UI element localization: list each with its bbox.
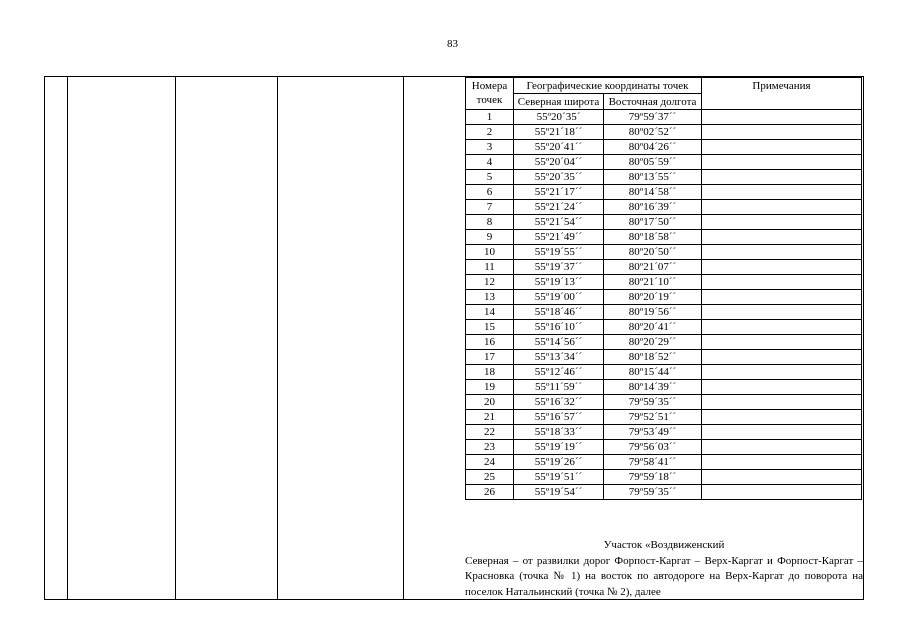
latitude-cell: 55º16´57´´: [514, 410, 604, 425]
longitude-cell: 80º17´50´´: [604, 215, 702, 230]
notes-cell: [702, 380, 862, 395]
table-row: [466, 365, 862, 380]
header-notes: Примечания: [702, 78, 862, 110]
section-description: [465, 538, 863, 600]
latitude-cell: 55º19´51´´: [514, 470, 604, 485]
notes-cell: [702, 200, 862, 215]
point-number-cell: 8: [466, 215, 514, 230]
latitude-cell: 55º20´41´´: [514, 140, 604, 155]
page-number: 83: [447, 38, 458, 50]
notes-cell: [702, 485, 862, 500]
table-row: [466, 470, 862, 485]
latitude-cell: 55º18´33´´: [514, 425, 604, 440]
point-number-cell: 4: [466, 155, 514, 170]
latitude-cell: 55º14´56´´: [514, 335, 604, 350]
point-number-cell: 6: [466, 185, 514, 200]
longitude-cell: 80º20´41´´: [604, 320, 702, 335]
point-number-cell: 23: [466, 440, 514, 455]
point-number-cell: 21: [466, 410, 514, 425]
table-row: [466, 485, 862, 500]
notes-cell: [702, 350, 862, 365]
table-row: [466, 140, 862, 155]
notes-cell: [702, 290, 862, 305]
latitude-cell: 55º16´10´´: [514, 320, 604, 335]
coordinates-table: [465, 77, 862, 500]
point-number-cell: 2: [466, 125, 514, 140]
latitude-cell: 55º19´00´´: [514, 290, 604, 305]
latitude-cell: 55º12´46´´: [514, 365, 604, 380]
latitude-cell: 55º21´17´´: [514, 185, 604, 200]
longitude-cell: 79º53´49´´: [604, 425, 702, 440]
coordinates-section: [465, 77, 863, 599]
longitude-cell: 79º59´37´´: [604, 110, 702, 125]
table-row: [466, 425, 862, 440]
table-row: [466, 110, 862, 125]
longitude-cell: 79º59´35´´: [604, 395, 702, 410]
latitude-cell: 55º19´37´´: [514, 260, 604, 275]
notes-cell: [702, 305, 862, 320]
longitude-cell: 80º20´50´´: [604, 245, 702, 260]
table-row: [466, 395, 862, 410]
point-number-cell: 1: [466, 110, 514, 125]
point-number-cell: 17: [466, 350, 514, 365]
latitude-cell: 55º21´24´´: [514, 200, 604, 215]
table-row: [466, 170, 862, 185]
notes-cell: [702, 245, 862, 260]
notes-cell: [702, 455, 862, 470]
point-number-cell: 12: [466, 275, 514, 290]
latitude-cell: 55º19´55´´: [514, 245, 604, 260]
notes-cell: [702, 260, 862, 275]
table-row: [466, 350, 862, 365]
notes-cell: [702, 320, 862, 335]
longitude-cell: 80º16´39´´: [604, 200, 702, 215]
table-row: [466, 410, 862, 425]
header-point-numbers: Номера точек: [466, 78, 514, 110]
longitude-cell: 80º04´26´´: [604, 140, 702, 155]
point-number-cell: 9: [466, 230, 514, 245]
point-number-cell: 7: [466, 200, 514, 215]
table-row: [466, 440, 862, 455]
point-number-cell: 20: [466, 395, 514, 410]
point-number-cell: 16: [466, 335, 514, 350]
latitude-cell: 55º21´49´´: [514, 230, 604, 245]
point-number-cell: 19: [466, 380, 514, 395]
header-coordinates: Географические координаты точек: [514, 78, 702, 94]
table-row: [466, 155, 862, 170]
latitude-cell: 55º19´26´´: [514, 455, 604, 470]
table-row: [466, 245, 862, 260]
latitude-cell: 55º19´13´´: [514, 275, 604, 290]
notes-cell: [702, 410, 862, 425]
longitude-cell: 80º21´07´´: [604, 260, 702, 275]
notes-cell: [702, 395, 862, 410]
latitude-cell: 55º19´54´´: [514, 485, 604, 500]
latitude-cell: 55º20´35´´: [514, 170, 604, 185]
latitude-cell: 55º16´32´´: [514, 395, 604, 410]
point-number-cell: 5: [466, 170, 514, 185]
notes-cell: [702, 110, 862, 125]
longitude-cell: 80º05´59´´: [604, 155, 702, 170]
notes-cell: [702, 470, 862, 485]
table-row: [466, 200, 862, 215]
latitude-cell: 55º13´34´´: [514, 350, 604, 365]
longitude-cell: 79º59´35´´: [604, 485, 702, 500]
point-number-cell: 15: [466, 320, 514, 335]
point-number-cell: 25: [466, 470, 514, 485]
notes-cell: [702, 125, 862, 140]
table-row: [466, 380, 862, 395]
notes-cell: [702, 365, 862, 380]
point-number-cell: 11: [466, 260, 514, 275]
latitude-cell: 55º21´54´´: [514, 215, 604, 230]
column-divider: [175, 77, 176, 599]
point-number-cell: 3: [466, 140, 514, 155]
table-row: [466, 335, 862, 350]
notes-cell: [702, 275, 862, 290]
notes-cell: [702, 155, 862, 170]
table-row: [466, 455, 862, 470]
table-row: [466, 260, 862, 275]
longitude-cell: 79º56´03´´: [604, 440, 702, 455]
table-row: [466, 125, 862, 140]
section-title: Участок «Воздвиженский: [603, 539, 725, 551]
longitude-cell: 79º58´41´´: [604, 455, 702, 470]
latitude-cell: 55º20´35´: [514, 110, 604, 125]
notes-cell: [702, 440, 862, 455]
table-row: [466, 320, 862, 335]
latitude-cell: 55º11´59´´: [514, 380, 604, 395]
longitude-cell: 80º20´19´´: [604, 290, 702, 305]
table-row: [466, 185, 862, 200]
longitude-cell: 80º02´52´´: [604, 125, 702, 140]
column-divider: [277, 77, 278, 599]
column-divider: [403, 77, 404, 599]
longitude-cell: 80º19´56´´: [604, 305, 702, 320]
table-row: [466, 215, 862, 230]
point-number-cell: 24: [466, 455, 514, 470]
point-number-cell: 13: [466, 290, 514, 305]
notes-cell: [702, 335, 862, 350]
page-table-frame: [44, 76, 864, 600]
table-row: [466, 230, 862, 245]
point-number-cell: 26: [466, 485, 514, 500]
notes-cell: [702, 185, 862, 200]
longitude-cell: 80º18´52´´: [604, 350, 702, 365]
latitude-cell: 55º19´19´´: [514, 440, 604, 455]
notes-cell: [702, 425, 862, 440]
point-number-cell: 18: [466, 365, 514, 380]
notes-cell: [702, 170, 862, 185]
latitude-cell: 55º18´46´´: [514, 305, 604, 320]
header-east-longitude: Восточная долгота: [604, 94, 702, 110]
table-row: [466, 290, 862, 305]
latitude-cell: 55º21´18´´: [514, 125, 604, 140]
longitude-cell: 80º14´39´´: [604, 380, 702, 395]
notes-cell: [702, 140, 862, 155]
point-number-cell: 14: [466, 305, 514, 320]
point-number-cell: 10: [466, 245, 514, 260]
longitude-cell: 80º13´55´´: [604, 170, 702, 185]
section-body: Северная – от развилки дорог Форпост-Каргат – Верх-Каргат и Форпост-Каргат – Красновка (точка № 1) на восток по автодороге на Верх-Каргат до поворота на поселок Натальинский (точка № 2), далее: [465, 554, 863, 598]
longitude-cell: 80º14´58´´: [604, 185, 702, 200]
coordinates-rows: [466, 110, 862, 500]
column-divider: [67, 77, 68, 599]
longitude-cell: 79º52´51´´: [604, 410, 702, 425]
table-row: [466, 275, 862, 290]
table-row: [466, 305, 862, 320]
longitude-cell: 80º18´58´´: [604, 230, 702, 245]
header-north-latitude: Северная широта: [514, 94, 604, 110]
notes-cell: [702, 230, 862, 245]
notes-cell: [702, 215, 862, 230]
latitude-cell: 55º20´04´´: [514, 155, 604, 170]
point-number-cell: 22: [466, 425, 514, 440]
longitude-cell: 80º21´10´´: [604, 275, 702, 290]
longitude-cell: 80º20´29´´: [604, 335, 702, 350]
longitude-cell: 80º15´44´´: [604, 365, 702, 380]
longitude-cell: 79º59´18´´: [604, 470, 702, 485]
